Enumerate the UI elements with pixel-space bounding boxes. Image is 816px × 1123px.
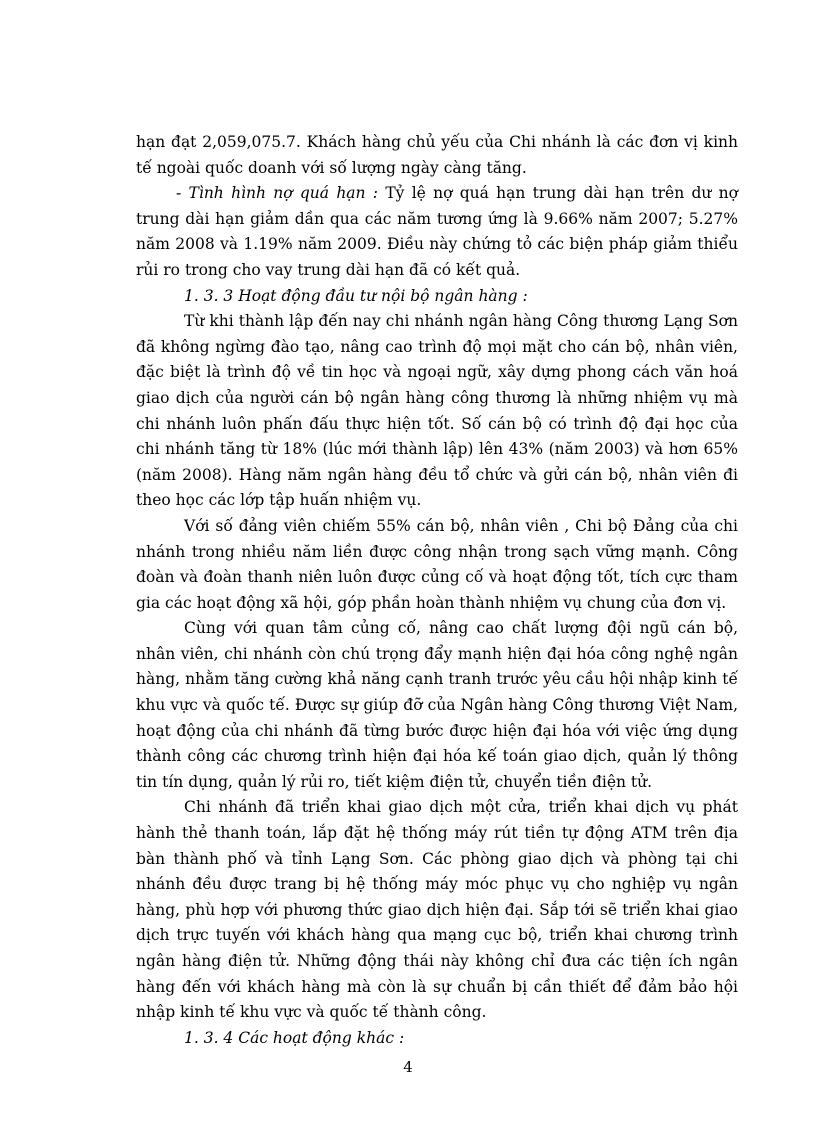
paragraph-lead-label: - Tình hình nợ quá hạn : bbox=[176, 184, 379, 203]
paragraph-services: Chi nhánh đã triển khai giao dịch một cửa, triển khai dịch vụ phát hành thẻ thanh toán, lắp đặt hệ thống máy rút tiền tự động ATM trên địa bàn thành phố và tỉnh Lạng Sơn. Các phòng giao dịch và phòng tại chi nhánh đều được trang bị hệ thống máy móc phục vụ cho nghiệp vụ ngân hàng, phù hợp với phương thức giao dịch hiện đại. Sắp tới sẽ triển khai giao dịch trực tuyến với khách hàng qua mạng cục bộ, triển khai chương trình ngân hàng điện tử. Những động thái này không chỉ đưa các tiện ích ngân hàng đến với khách hàng mà còn là sự chuẩn bị cần thiết để đảm bảo hội nhập kinh tế khu vực và quốc tế thành công. bbox=[136, 798, 738, 1022]
paragraph-training: Từ khi thành lập đến nay chi nhánh ngân hàng Công thương Lạng Sơn đã không ngừng đào tạo, nâng cao trình độ mọi mặt cho cán bộ, nhân viên, đặc biệt là trình độ về tin học và ngoại ngữ, xây dựng phong cách văn hoá giao dịch của người cán bộ ngân hàng công thương là những nhiệm vụ mà chi nhánh luôn phấn đấu thực hiện tốt. Số cán bộ có trình độ đại học của chi nhánh tăng từ 18% (lúc mới thành lập) lên 43% (năm 2003) và hơn 65% (năm 2008). Hàng năm ngân hàng đều tổ chức và gửi cán bộ, nhân viên đi theo học các lớp tập huấn nhiệm vụ. bbox=[136, 312, 738, 510]
section-heading-1-3-4: 1. 3. 4 Các hoạt động khác : bbox=[184, 1028, 405, 1047]
paragraph-party-members: Với số đảng viên chiếm 55% cán bộ, nhân viên , Chi bộ Đảng của chi nhánh trong nhiều năm liền được công nhận trong sạch vững mạnh. Công đoàn và đoàn thanh niên luôn được củng cố và hoạt động tốt, tích cực tham gia các hoạt động xã hội, góp phần hoàn thành nhiệm vụ chung của đơn vị. bbox=[136, 516, 738, 612]
paragraph-continuation: hạn đạt 2,059,075.7. Khách hàng chủ yếu của Chi nhánh là các đơn vị kinh tế ngoài quốc doanh với số lượng ngày càng tăng. bbox=[136, 133, 738, 177]
paragraph-overdue-text: Tỷ lệ nợ quá hạn trung dài hạn trên dư nợ trung dài hạn giảm dần qua các năm tương ứng là 9.66% năm 2007; 5.27% năm 2008 và 1.19% năm 2009. Điều này chứng tỏ các biện pháp giảm thiểu rủi ro trong cho vay trung dài hạn đã có kết quả. bbox=[136, 184, 738, 279]
paragraph-overdue-debt bbox=[136, 181, 738, 283]
paragraph-modernization: Cùng với quan tâm củng cố, nâng cao chất lượng đội ngũ cán bộ, nhân viên, chi nhánh còn chú trọng đẩy mạnh hiện đại hóa công nghệ ngân hàng, nhằm tăng cường khả năng cạnh tranh trước yêu cầu hội nhập kinh tế khu vực và quốc tế. Được sự giúp đỡ của Ngân hàng Công thương Việt Nam, hoạt động của chi nhánh đã từng bước được hiện đại hóa với việc ứng dụng thành công các chương trình hiện đại hóa kế toán giao dịch, quản lý thông tin tín dụng, quản lý rủi ro, tiết kiệm điện tử, chuyển tiền điện tử. bbox=[136, 619, 738, 791]
document-body bbox=[136, 130, 738, 1051]
section-heading-1-3-3: 1. 3. 3 Hoạt động đầu tư nội bộ ngân hàng : bbox=[184, 286, 528, 305]
page-number: 4 bbox=[403, 1058, 413, 1076]
